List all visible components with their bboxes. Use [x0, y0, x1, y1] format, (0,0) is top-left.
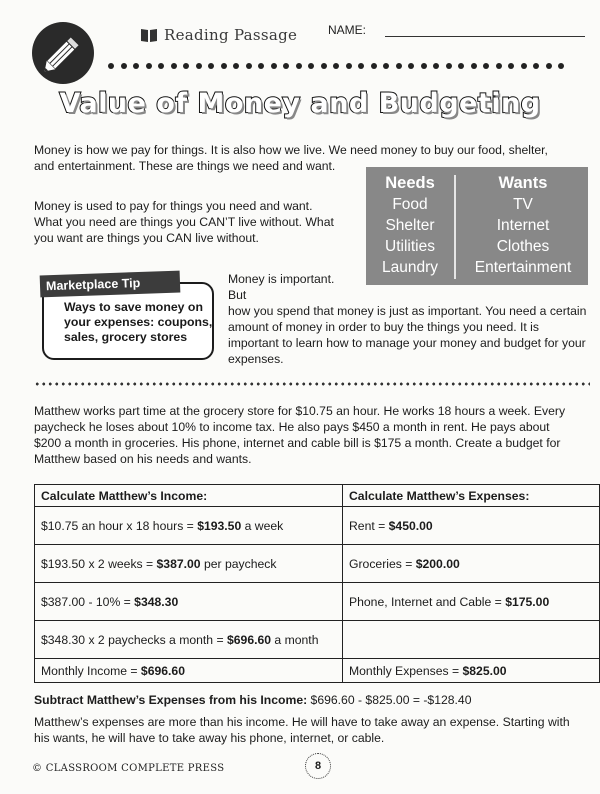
book-icon [140, 27, 158, 43]
intro-paragraph-1: Money is how we pay for things. It is also how we live. We need money to buy our food, shelter, and entertainment. These are things we need and want. [34, 143, 548, 173]
table-row [35, 507, 600, 545]
expense-total-cell: Monthly Expenses = $825.00 [343, 659, 600, 683]
subtract-value: $696.60 - $825.00 = -$128.40 [307, 693, 472, 707]
income-header: Calculate Matthew’s Income: [35, 485, 343, 507]
income-cell: $193.50 x 2 weeks = $387.00 per paycheck [35, 545, 343, 583]
expense-cell: Rent = $450.00 [343, 507, 600, 545]
needs-wants-divider [454, 175, 456, 279]
expense-cell: Phone, Internet and Cable = $175.00 [343, 583, 600, 621]
table-header-row [35, 485, 600, 507]
marketplace-tip-label: Marketplace Tip [40, 271, 181, 298]
needs-item: Utilities [385, 238, 435, 255]
name-label: NAME: [328, 23, 367, 37]
wants-column [458, 173, 588, 278]
wants-item: Clothes [496, 238, 550, 255]
table-row [35, 621, 600, 659]
expense-cell-empty [343, 621, 600, 659]
scenario-paragraph: Matthew works part time at the grocery store for $10.75 an hour. He works 18 hours a week. Every paycheck he loses about 10% to income tax. He also pays $450 a month in rent. He pays about $200 a month in groceries. His phone, internet and cable bill is $175 a month. Create a budget for Matthew based on his needs and wants. [34, 404, 566, 466]
needs-heading: Needs [385, 174, 435, 192]
subtract-line [34, 693, 472, 707]
marketplace-tip-text: Ways to save money on your expenses: coupons, sales, grocery stores [64, 300, 213, 344]
intro-paragraph-3-rest: how you spend that money is just as important. You need a certain amount of money in order to buy the things you need. It is important to learn how to manage your money and budget for your expenses. [228, 304, 587, 366]
income-cell: $10.75 an hour x 18 hours = $193.50 a week [35, 507, 343, 545]
needs-item: Food [392, 196, 428, 213]
wants-heading: Wants [498, 174, 548, 192]
page-number: 8 [305, 753, 331, 779]
subtract-label: Subtract Matthew’s Expenses from his Income: [34, 693, 308, 707]
pencil-icon [32, 22, 94, 84]
income-cell: $348.30 x 2 paychecks a month = $696.60 a month [35, 621, 343, 659]
section-label [140, 26, 297, 44]
table-total-row [35, 659, 600, 683]
page-title: Value of Money and Budgeting [59, 88, 541, 119]
publisher-logo: © CLASSROOM COMPLETE PRESS [32, 763, 225, 774]
pencil-badge [32, 22, 94, 84]
wants-item: Entertainment [474, 259, 572, 276]
needs-item: Shelter [385, 217, 435, 234]
expenses-header: Calculate Matthew’s Expenses: [343, 485, 600, 507]
dotted-divider-top [108, 56, 588, 64]
income-cell: $387.00 - 10% = $348.30 [35, 583, 343, 621]
needs-wants-box [366, 167, 588, 285]
needs-item: Laundry [381, 259, 438, 276]
table-row [35, 583, 600, 621]
income-total-cell: Monthly Income = $696.60 [35, 659, 343, 683]
needs-column [366, 173, 454, 278]
wants-item: TV [513, 196, 533, 213]
wants-item: Internet [496, 217, 550, 234]
intro-paragraph-2: Money is used to pay for things you need and want. What you need are things you CAN’T live without. What you want are things you CAN live without. [34, 199, 334, 245]
dotted-divider-middle [34, 382, 590, 386]
table-row [35, 545, 600, 583]
budget-table [34, 484, 600, 683]
expense-cell: Groceries = $200.00 [343, 545, 600, 583]
conclusion-paragraph: Matthew’s expenses are more than his income. He will have to take away an expense. Starting with his wants, he will have to take away his phone, internet, or cable. [34, 715, 570, 745]
name-input-line[interactable] [385, 36, 585, 37]
section-label-text: Reading Passage [164, 26, 298, 44]
intro-paragraph-3-start: Money is important. But [228, 272, 335, 302]
